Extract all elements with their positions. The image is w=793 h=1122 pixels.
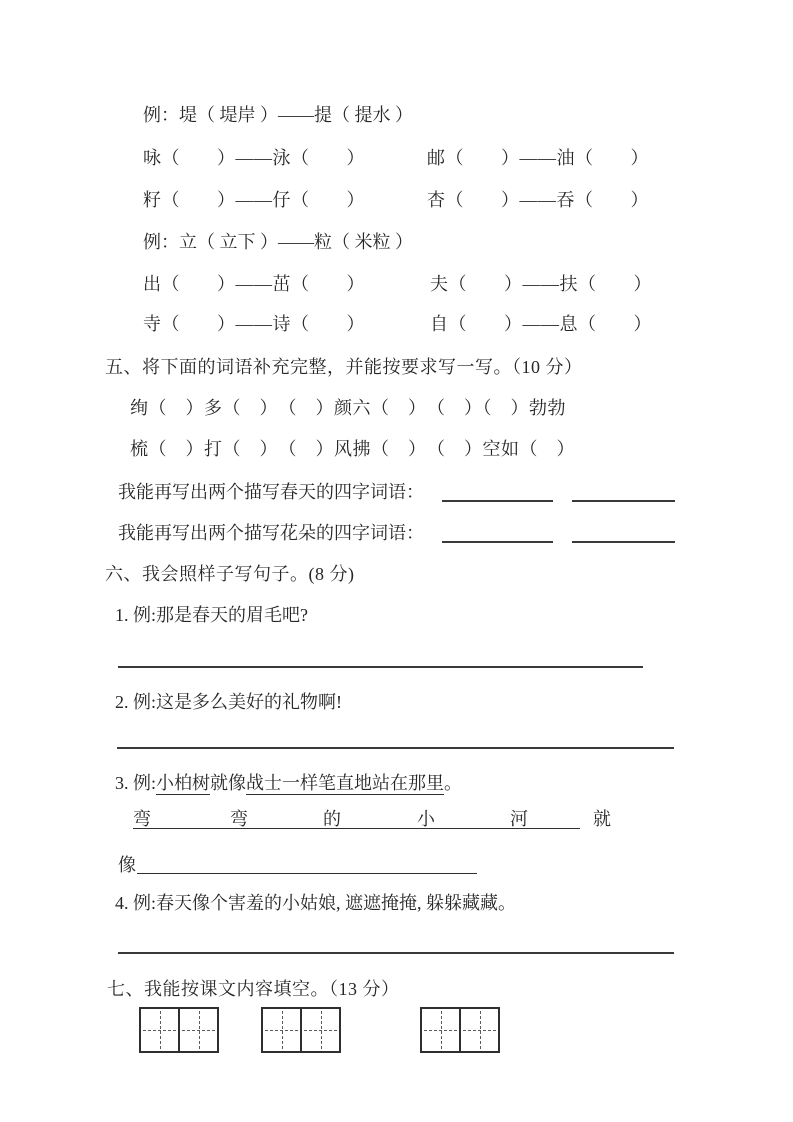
section5-heading: 五、将下面的词语补充完整，并能按要求写一写。（10 分） (105, 357, 583, 377)
spring-blank-1 (442, 500, 553, 502)
tianzige-cell (459, 1009, 498, 1051)
item3-period: 。 (444, 773, 463, 793)
flower-blank-1 (442, 541, 553, 543)
item3-answer-char: 弯 (230, 809, 248, 829)
sentence-item-3 (115, 772, 462, 794)
item3-middle: 就像 (210, 773, 247, 793)
homophone-row3-left: 出（ ）——茁（ ） (143, 274, 365, 294)
tianzige-cell (263, 1009, 300, 1051)
section7-heading: 七、我能按课文内容填空。（13 分） (107, 979, 400, 999)
item3-answer-blank (137, 873, 477, 874)
tianzige-set (261, 1007, 341, 1053)
item3-prefix: 3. 例: (115, 773, 157, 793)
homophone-example-2: 例：立（ 立下 ）——粒（ 米粒 ） (143, 232, 413, 252)
flower-words-prompt: 我能再写出两个描写花朵的四字词语： (118, 523, 424, 543)
item3-underlined-2: 战士一样笔直地站在那里 (246, 773, 445, 793)
homophone-row1-right: 邮（ ）——油（ ） (427, 148, 649, 168)
item3-answer-char: 的 (323, 809, 341, 829)
item3-answer-char: 弯 (133, 809, 151, 829)
idiom-line-2: 梳（ ）打（ ） （ ）风拂（ ） （ ）空如（ ） (130, 439, 575, 459)
item3-answer-char: 河 (510, 809, 528, 829)
sentence-item-1: 1. 例:那是春天的眉毛吧? (115, 605, 308, 625)
tianzige-cell (178, 1009, 217, 1051)
item3-underlined-1: 小柏树 (156, 773, 211, 793)
idiom-line-1: 绚（ ）多（ ） （ ）颜六（ ） （ ）（ ）勃勃 (130, 398, 566, 418)
tianzige-cell (422, 1009, 459, 1051)
homophone-example-1: 例：堤（ 堤岸 ）——提（ 提水 ） (143, 105, 413, 125)
answer-line-2 (117, 747, 674, 749)
tianzige-cell (300, 1009, 339, 1051)
tianzige-set (139, 1007, 219, 1053)
tianzige-set (420, 1007, 500, 1053)
item3-answer-lead: 像 (118, 855, 136, 875)
spring-blank-2 (572, 500, 675, 502)
sentence-item-4: 4. 例:春天像个害羞的小姑娘, 遮遮掩掩, 躲躲藏藏。 (115, 893, 516, 913)
tianzige-cell (141, 1009, 178, 1051)
flower-blank-2 (572, 541, 675, 543)
sentence-item-2: 2. 例:这是多么美好的礼物啊! (115, 692, 342, 712)
answer-line-3 (118, 952, 674, 954)
homophone-row4-left: 寺（ ）——诗（ ） (143, 314, 365, 334)
spring-words-prompt: 我能再写出两个描写春天的四字词语： (118, 482, 424, 502)
item3-answer-char: 小 (417, 809, 435, 829)
section6-heading: 六、我会照样子写句子。(8 分) (105, 564, 355, 584)
homophone-row1-left: 咏（ ）——泳（ ） (143, 148, 365, 168)
homophone-row2-right: 杏（ ）——吞（ ） (427, 190, 649, 210)
answer-line-1 (118, 666, 643, 668)
homophone-row2-left: 籽（ ）——仔（ ） (143, 190, 365, 210)
item3-answer-char: 就 (593, 809, 611, 829)
homophone-row4-right: 自（ ）——息（ ） (430, 314, 652, 334)
homophone-row3-right: 夫（ ）——扶（ ） (430, 274, 652, 294)
